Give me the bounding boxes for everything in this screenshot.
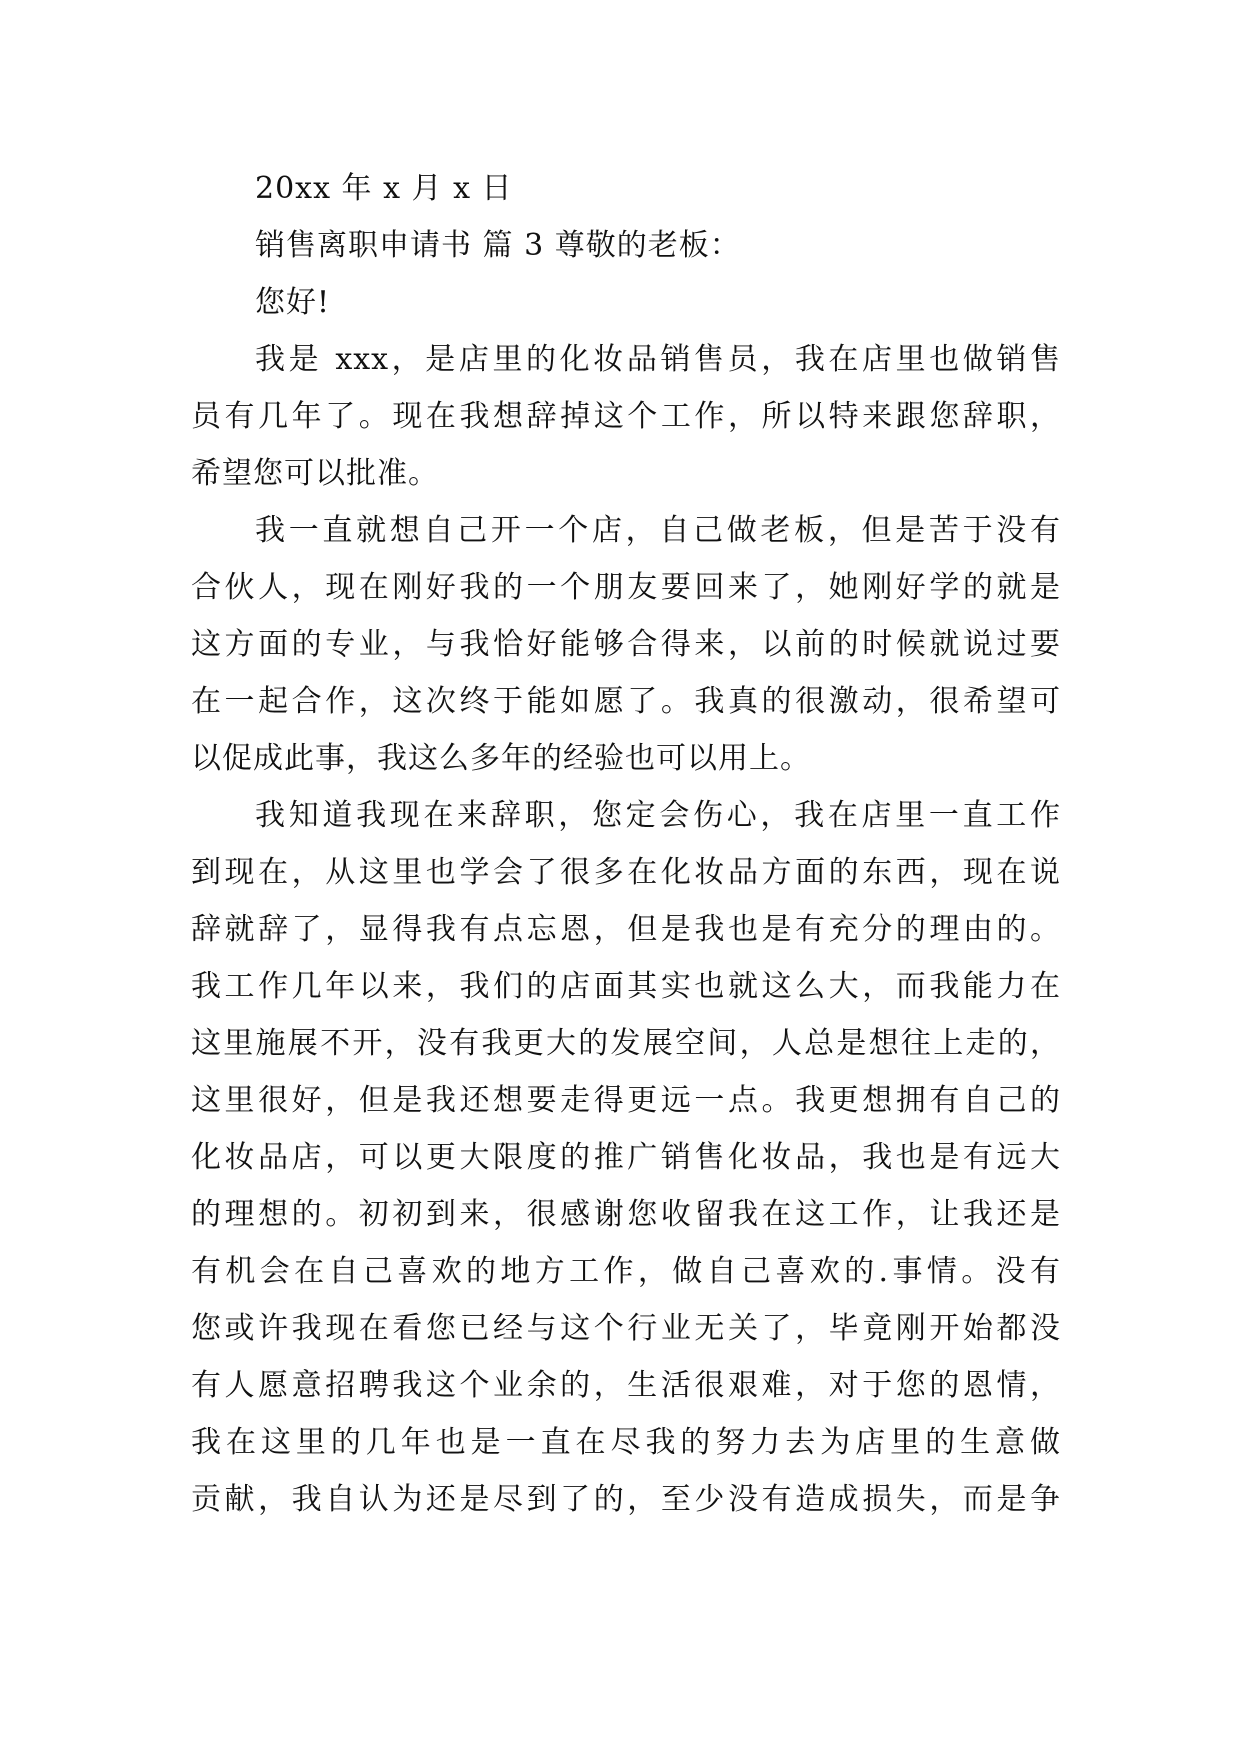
- text-line: 以促成此事，我这么多年的经验也可以用上。: [191, 741, 811, 776]
- text-line: 员有几年了。现在我想辞掉这个工作，所以特来跟您辞职，: [191, 399, 1061, 434]
- text-line: 我工作几年以来，我们的店面其实也就这么大，而我能力在: [191, 969, 1061, 1004]
- text-line: 辞就辞了，显得我有点忘恩，但是我也是有充分的理由的。: [191, 912, 1061, 947]
- text-line: 您或许我现在看您已经与这个行业无关了，毕竟刚开始都没: [191, 1311, 1061, 1346]
- text-line: 20xx 年 x 月 x 日: [255, 171, 513, 206]
- text-line: 的理想的。初初到来，很感谢您收留我在这工作，让我还是: [191, 1197, 1061, 1232]
- text-line: 在一起合作，这次终于能如愿了。我真的很激动，很希望可: [191, 684, 1061, 719]
- text-line: 您好!: [255, 285, 331, 320]
- text-line: 我是 xxx，是店里的化妆品销售员，我在店里也做销售: [255, 342, 1061, 377]
- text-line: 我在这里的几年也是一直在尽我的努力去为店里的生意做: [191, 1425, 1061, 1460]
- text-line: 合伙人，现在刚好我的一个朋友要回来了，她刚好学的就是: [191, 570, 1061, 605]
- text-line: 有机会在自己喜欢的地方工作，做自己喜欢的.事情。没有: [191, 1254, 1061, 1289]
- text-line: 有人愿意招聘我这个业余的，生活很艰难，对于您的恩情，: [191, 1368, 1061, 1403]
- text-line: 我一直就想自己开一个店，自己做老板，但是苦于没有: [255, 513, 1061, 548]
- text-line: 我知道我现在来辞职，您定会伤心，我在店里一直工作: [255, 798, 1061, 833]
- text-line: 销售离职申请书 篇 3 尊敬的老板：: [255, 228, 741, 263]
- text-line: 这里很好，但是我还想要走得更远一点。我更想拥有自己的: [191, 1083, 1061, 1118]
- text-line: 希望您可以批准。: [191, 456, 439, 491]
- text-line: 贡献，我自认为还是尽到了的，至少没有造成损失，而是争: [191, 1482, 1061, 1517]
- text-line: 化妆品店，可以更大限度的推广销售化妆品，我也是有远大: [191, 1140, 1061, 1175]
- text-line: 这方面的专业，与我恰好能够合得来，以前的时候就说过要: [191, 627, 1061, 662]
- letter-body: [191, 160, 1061, 1528]
- text-line: 到现在，从这里也学会了很多在化妆品方面的东西，现在说: [191, 855, 1061, 890]
- text-line: 这里施展不开，没有我更大的发展空间，人总是想往上走的，: [191, 1026, 1061, 1061]
